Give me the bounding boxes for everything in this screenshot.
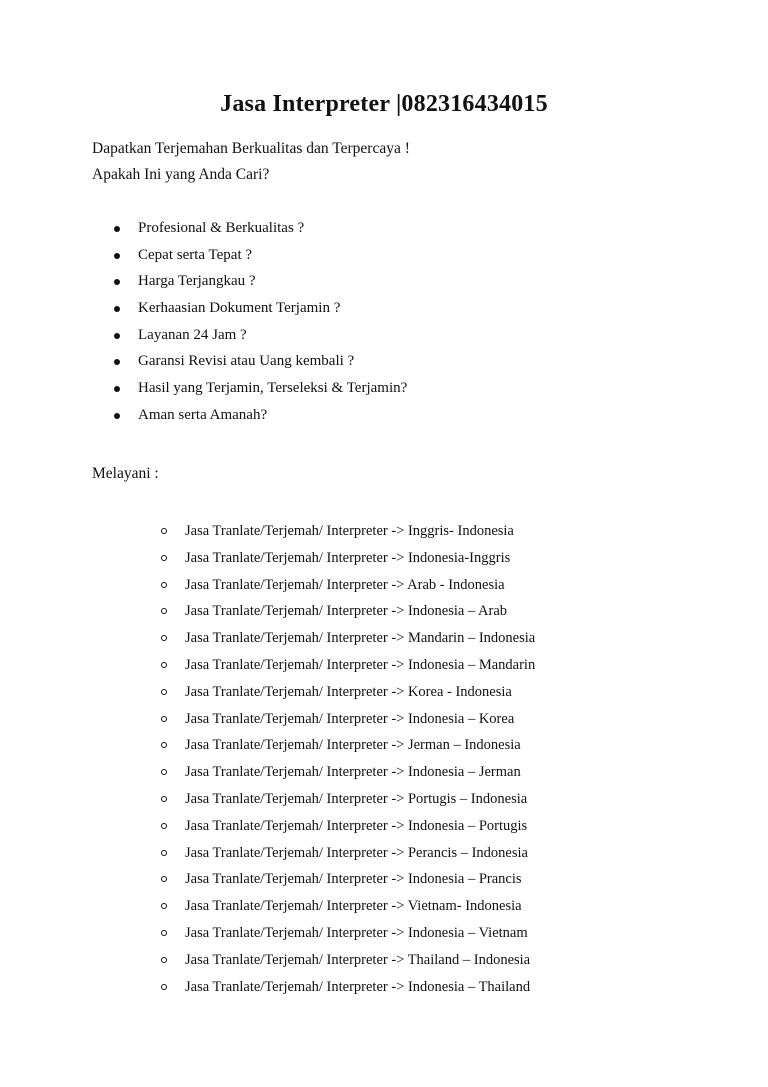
list-item [0,813,768,840]
circle-bullet-icon [161,984,167,990]
list-item [0,840,768,867]
page-title [0,88,768,120]
list-item [0,295,768,322]
circle-bullet-icon [161,903,167,909]
list-item [0,893,768,920]
circle-bullet-icon [161,662,167,668]
feature-text: Harga Terjangkau ? [138,273,256,290]
service-text: Jasa Tranlate/Terjemah/ Interpreter -> Vietnam- Indonesia [185,898,522,915]
bullet-icon [114,386,120,392]
list-item [0,947,768,974]
service-text: Jasa Tranlate/Terjemah/ Interpreter -> Indonesia – Prancis [185,871,522,888]
bullet-icon [114,226,120,232]
service-text: Jasa Tranlate/Terjemah/ Interpreter -> Indonesia – Arab [185,603,508,620]
list-item [0,598,768,625]
feature-text: Kerhaasian Dokument Terjamin ? [138,300,341,317]
service-text: Jasa Tranlate/Terjemah/ Interpreter -> Mandarin – Indonesia [185,630,536,647]
feature-text: Profesional & Berkualitas ? [138,220,305,236]
intro-line-1: Dapatkan Terjemahan Berkualitas dan Terpercaya ! [92,140,410,157]
circle-bullet-icon [161,876,167,882]
circle-bullet-icon [161,555,167,561]
bullet-icon [114,413,120,419]
list-item [0,375,768,402]
service-text: Jasa Tranlate/Terjemah/ Interpreter -> Portugis – Indonesia [185,790,528,807]
list-item [0,759,768,786]
circle-bullet-icon [161,769,167,775]
list-item [0,215,768,242]
list-item [0,706,768,733]
service-text: Jasa Tranlate/Terjemah/ Interpreter -> Indonesia – Thailand [185,978,531,995]
circle-bullet-icon [161,635,167,641]
service-list [0,518,768,1000]
service-text: Jasa Tranlate/Terjemah/ Interpreter -> Indonesia – Korea [185,710,515,727]
list-item [0,652,768,679]
list-item [0,572,768,599]
list-item [0,625,768,652]
circle-bullet-icon [161,689,167,695]
service-text: Jasa Tranlate/Terjemah/ Interpreter -> Jerman – Indonesia [185,737,521,754]
list-item [0,348,768,375]
bullet-icon [114,279,120,285]
circle-bullet-icon [161,850,167,856]
feature-text: Cepat serta Tepat ? [138,246,253,263]
list-item [0,402,768,429]
bullet-icon [114,359,120,365]
list-item [0,866,768,893]
list-item [0,322,768,349]
intro-line-2: Apakah Ini yang Anda Cari? [92,166,270,183]
circle-bullet-icon [161,528,167,534]
circle-bullet-icon [161,608,167,614]
list-item [0,974,768,1001]
circle-bullet-icon [161,930,167,936]
service-text: Jasa Tranlate/Terjemah/ Interpreter -> Indonesia – Vietnam [185,924,528,941]
service-text: Jasa Tranlate/Terjemah/ Interpreter -> Indonesia – Mandarin [185,656,536,673]
list-item [0,679,768,706]
circle-bullet-icon [161,582,167,588]
service-text: Jasa Tranlate/Terjemah/ Interpreter -> Indonesia – Jerman [185,764,521,781]
bullet-icon [114,333,120,339]
list-item [0,242,768,269]
bullet-icon [114,306,120,312]
feature-list [0,215,768,429]
list-item [0,518,768,545]
melayani-label: Melayani : [92,465,159,482]
feature-text: Hasil yang Terjamin, Terseleksi & Terjamin? [138,380,408,397]
list-item [0,920,768,947]
circle-bullet-icon [161,957,167,963]
service-text: Jasa Tranlate/Terjemah/ Interpreter -> Perancis – Indonesia [185,844,528,861]
circle-bullet-icon [161,796,167,802]
feature-text: Aman serta Amanah? [138,406,268,423]
circle-bullet-icon [161,716,167,722]
circle-bullet-icon [161,742,167,748]
feature-text: Layanan 24 Jam ? [138,326,247,343]
bullet-icon [114,253,120,259]
service-text: Jasa Tranlate/Terjemah/ Interpreter -> Inggris- Indonesia [185,523,514,539]
list-item [0,268,768,295]
circle-bullet-icon [161,823,167,829]
feature-text: Garansi Revisi atau Uang kembali ? [138,353,355,370]
service-text: Jasa Tranlate/Terjemah/ Interpreter -> Indonesia – Portugis [185,817,528,834]
service-text: Jasa Tranlate/Terjemah/ Interpreter -> Thailand – Indonesia [185,951,531,968]
list-item [0,732,768,759]
service-text: Jasa Tranlate/Terjemah/ Interpreter -> Indonesia-Inggris [185,549,511,566]
service-text: Jasa Tranlate/Terjemah/ Interpreter -> Korea - Indonesia [185,683,512,700]
list-item [0,545,768,572]
page-title-text: Jasa Interpreter |082316434015 [220,91,548,117]
list-item [0,786,768,813]
service-text: Jasa Tranlate/Terjemah/ Interpreter -> Arab - Indonesia [185,576,505,593]
